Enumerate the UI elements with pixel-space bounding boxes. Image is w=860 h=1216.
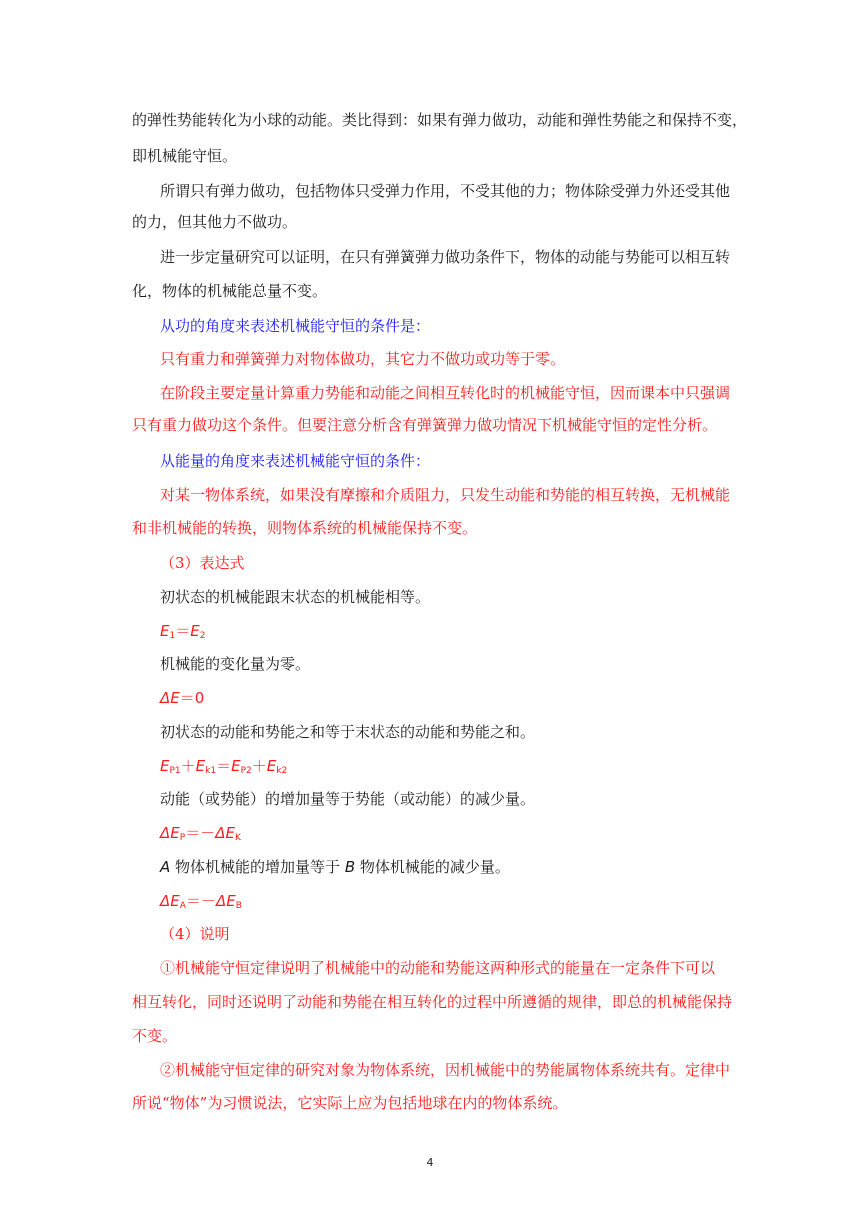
condition-heading-work: 从功的角度来表述机械能守恒的条件是： bbox=[160, 317, 431, 335]
expression-description: 初状态的动能和势能之和等于末状态的动能和势能之和。 bbox=[160, 723, 536, 741]
section-heading-notes: （4）说明 bbox=[160, 925, 230, 943]
paragraph-line: 的弹性势能转化为小球的动能。类比得到：如果有弹力做功，动能和弹性势能之和保持不变， bbox=[132, 111, 748, 129]
paragraph-line: 进一步定量研究可以证明，在只有弹簧弹力做功条件下，物体的动能与势能可以相互转 bbox=[160, 248, 731, 266]
paragraph-line: 不变。 bbox=[132, 1027, 178, 1045]
condition-statement: 只有重力和弹簧弹力对物体做功，其它力不做功或功等于零。 bbox=[160, 350, 566, 368]
paragraph-line: 即机械能守恒。 bbox=[132, 147, 238, 165]
formula-delta-e-zero: ΔE＝0 bbox=[160, 689, 205, 707]
paragraph-line: 所谓只有弹力做功，包括物体只受弹力作用，不受其他的力；物体除受弹力外还受其他 bbox=[160, 182, 731, 200]
paragraph-line: 在阶段主要定量计算重力势能和动能之间相互转化时的机械能守恒，因而课本中只强调 bbox=[160, 384, 731, 402]
formula-delta-ea-eb: $\Delta E_A=-\Delta E_B$ bbox=[160, 892, 242, 911]
expression-description: 机械能的变化量为零。 bbox=[160, 655, 311, 673]
expression-description: 初状态的机械能跟末状态的机械能相等。 bbox=[160, 588, 431, 606]
section-heading-expression: （3）表达式 bbox=[160, 554, 245, 572]
formula-delta-ep-ek: $\Delta E_P=-\Delta E_K$ bbox=[160, 824, 241, 843]
formula-energy-sum: $E_{P1}+E_{k1}=E_{P2}+E_{k2}$ bbox=[160, 757, 288, 776]
page-number: 4 bbox=[426, 1156, 434, 1169]
paragraph-line: 的力，但其他力不做功。 bbox=[132, 213, 298, 231]
paragraph-line: 所说“物体”为习惯说法，它实际上应为包括地球在内的物体系统。 bbox=[132, 1094, 568, 1112]
formula-e1-equals-e2: $E_1=E_2$ bbox=[160, 622, 206, 641]
paragraph-line: 相互转化，同时还说明了动能和势能在相互转化的过程中所遵循的规律，即总的机械能保持 bbox=[132, 993, 733, 1011]
expression-description: 动能（或势能）的增加量等于势能（或动能）的减少量。 bbox=[160, 790, 536, 808]
paragraph-line: ②机械能守恒定律的研究对象为物体系统，因机械能中的势能属物体系统共有。定律中 bbox=[160, 1061, 731, 1079]
paragraph-line: ①机械能守恒定律说明了机械能中的动能和势能这两种形式的能量在一定条件下可以 bbox=[160, 959, 716, 977]
paragraph-line: 只有重力做功这个条件。但要注意分析含有弹簧弹力做功情况下机械能守恒的定性分析。 bbox=[132, 416, 718, 434]
paragraph-line: 对某一物体系统，如果没有摩擦和介质阻力，只发生动能和势能的相互转换，无机械能 bbox=[160, 486, 731, 504]
condition-heading-energy: 从能量的角度来表述机械能守恒的条件： bbox=[160, 452, 431, 470]
paragraph-line: 化，物体的机械能总量不变。 bbox=[132, 282, 328, 300]
expression-description: A 物体机械能的增加量等于 B 物体机械能的减少量。 bbox=[160, 858, 510, 876]
paragraph-line: 和非机械能的转换，则物体系统的机械能保持不变。 bbox=[132, 519, 478, 537]
